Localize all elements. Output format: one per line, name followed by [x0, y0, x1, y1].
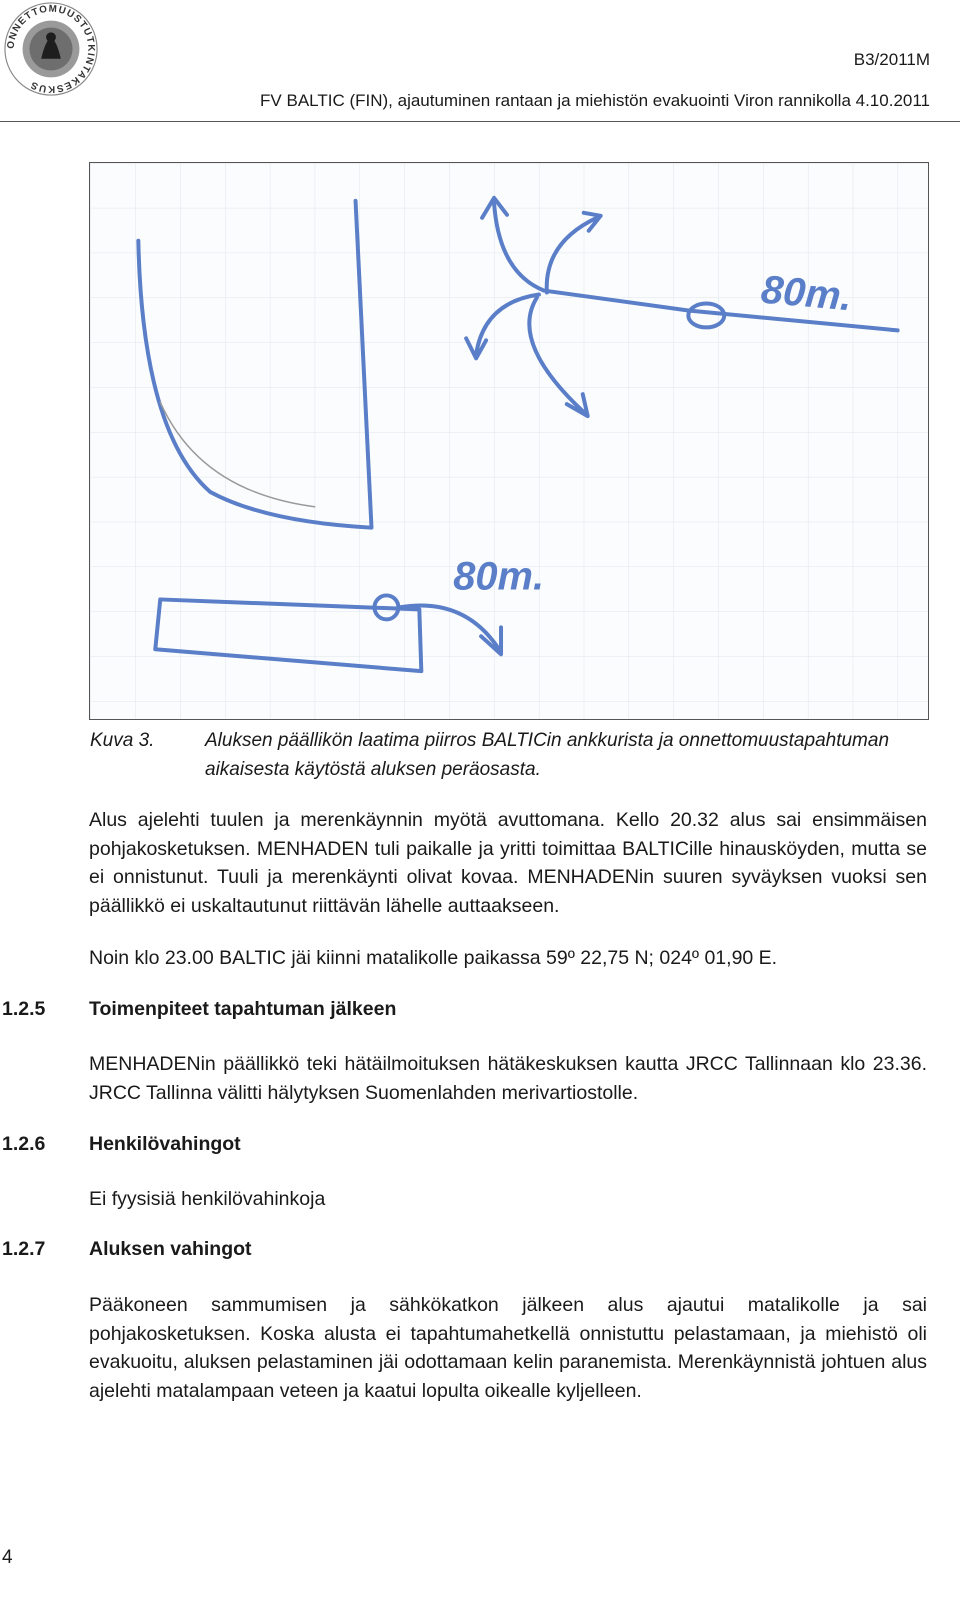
section-number: 1.2.5: [2, 998, 46, 1020]
document-code: B3/2011M: [853, 50, 930, 69]
section-title: Henkilövahingot: [89, 1133, 241, 1155]
document-title: FV BALTIC (FIN), ajautuminen rantaan ja miehistön evakuointi Viron rannikolla 4.10.2011: [260, 91, 930, 110]
paragraph-grounding: Noin klo 23.00 BALTIC jäi kiinni matalikolle paikassa 59º 22,75 N; 024º 01,90 E.: [89, 947, 778, 969]
header-divider: [0, 121, 960, 122]
hand-drawn-sketch: [89, 162, 929, 720]
section-text: Ei fyysisiä henkilövahinkoja: [89, 1188, 326, 1210]
section-number: 1.2.6: [2, 1133, 46, 1155]
section-title: Toimenpiteet tapahtuman jälkeen: [89, 998, 397, 1020]
section-text: Pääkoneen sammumisen ja sähkökatkon jälkeen alus ajautui matalikolle ja sai pohjakosketuksen. Koska alusta ei tapahtumahetkellä onnistuttu pelastamaan, ja miehistö oli evakuoitu, aluksen pelastaminen jäi odottamaan kelin paranemista. Merenkäynnistä johtuen alus ajelehti matalampaan veteen ja kaatui lopulta oikealle kyljelleen.: [89, 1294, 927, 1402]
page-number: 4: [2, 1547, 13, 1568]
section-number: 1.2.7: [2, 1238, 46, 1260]
paragraph-drift: Alus ajelehti tuulen ja merenkäynnin myötä avuttomana. Kello 20.32 alus sai ensimmäisen pohjakosketuksen. MENHADEN tuli paikalle ja yritti toimittaa BALTICille hinausköyden, mutta se ei onnistunut. Tuuli ja merenkäynti olivat kovaa. MENHADENin suuren syväyksen vuoksi sen päällikkö ei uskaltautunut riittävän lähelle auttaakseen.: [89, 809, 927, 917]
distance-label-top: 80m.: [759, 267, 854, 320]
grid-paper: [91, 163, 928, 719]
section-title: Aluksen vahingot: [89, 1238, 252, 1260]
figure-caption-label: Kuva 3.: [90, 730, 155, 751]
section-text: MENHADENin päällikkö teki hätäilmoituksen hätäkeskuksen kautta JRCC Tallinnaan klo 23.36. JRCC Tallinna välitti hälytyksen Suomenlahden merivartiostolle.: [89, 1053, 927, 1104]
seal-text: ONNETTOMUUSTUTKINTAKESKUS: [5, 3, 97, 95]
agency-seal-logo: [2, 0, 100, 98]
distance-label-bottom: 80m.: [453, 554, 545, 599]
figure-caption-text: Aluksen päällikön laatima piirros BALTICin ankkurista ja onnettomuustapahtuman aikaisesta käytöstä aluksen peräosasta.: [205, 730, 890, 780]
